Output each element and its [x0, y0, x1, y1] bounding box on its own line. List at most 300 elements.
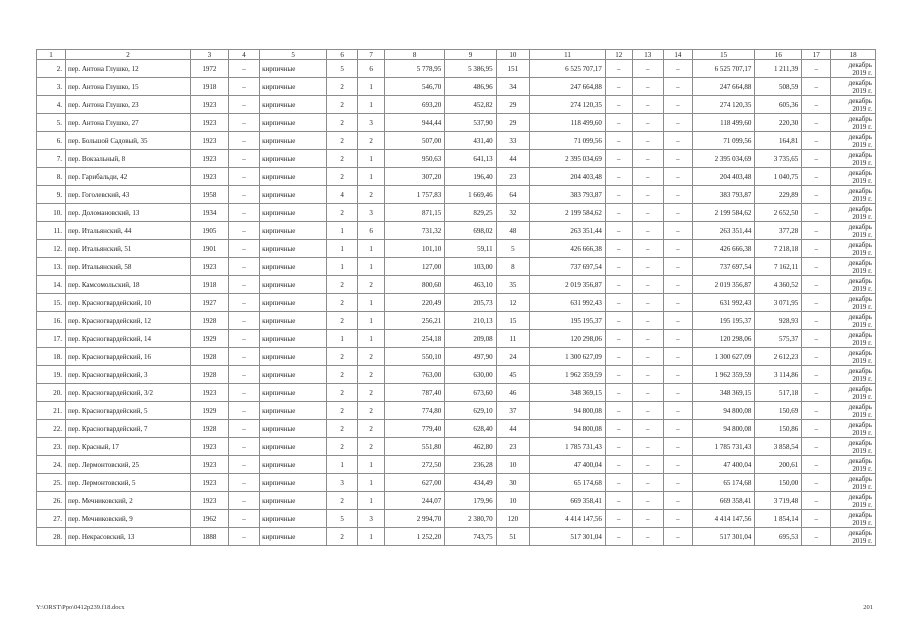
document-file-path: Y:\ORST\Ppo\0412p239.f18.docx	[36, 604, 125, 611]
table-cell: пер. Красногвардейский, 7	[66, 420, 191, 438]
table-row	[37, 384, 876, 402]
table-cell: пер. Мечниковский, 9	[66, 510, 191, 528]
table-cell: –	[632, 510, 663, 528]
table-cell: –	[228, 114, 259, 132]
table-cell: 59,11	[445, 240, 496, 258]
table-cell: 1	[358, 492, 385, 510]
table-cell: –	[605, 168, 632, 186]
table-cell: 127,00	[385, 258, 445, 276]
table-cell: –	[632, 330, 663, 348]
table-cell: –	[228, 402, 259, 420]
table-cell: –	[663, 78, 692, 96]
table-cell: 2 612,23	[755, 348, 802, 366]
table-cell: 1	[358, 168, 385, 186]
table-cell: –	[663, 402, 692, 420]
table-cell: 204 403,48	[692, 168, 754, 186]
table-row	[37, 258, 876, 276]
table-cell: 196,40	[445, 168, 496, 186]
table-cell: 46	[496, 384, 529, 402]
table-cell: –	[632, 366, 663, 384]
table-cell: 2	[358, 366, 385, 384]
column-number-cell: 4	[228, 50, 259, 60]
table-cell: 64	[496, 186, 529, 204]
table-cell: 1 040,75	[755, 168, 802, 186]
table-cell: 631 992,43	[692, 294, 754, 312]
table-cell: 1923	[190, 456, 228, 474]
table-cell: –	[228, 312, 259, 330]
table-cell: 24	[496, 348, 529, 366]
table-cell: 2	[327, 438, 358, 456]
table-cell: пер. Красногвардейский, 12	[66, 312, 191, 330]
table-cell: 1	[358, 240, 385, 258]
table-cell: декабрь 2019 г.	[831, 240, 876, 258]
table-cell: 944,44	[385, 114, 445, 132]
table-cell: 44	[496, 420, 529, 438]
table-cell: –	[632, 384, 663, 402]
table-cell: –	[228, 330, 259, 348]
table-row	[37, 510, 876, 528]
table-cell: кирпичные	[260, 96, 327, 114]
table-cell: –	[802, 186, 831, 204]
table-cell: –	[802, 456, 831, 474]
table-cell: 10.	[37, 204, 66, 222]
table-row	[37, 78, 876, 96]
table-cell: 272,50	[385, 456, 445, 474]
table-cell: 2	[327, 528, 358, 546]
table-cell: –	[663, 330, 692, 348]
table-cell: –	[605, 96, 632, 114]
table-cell: –	[802, 348, 831, 366]
table-cell: 1905	[190, 222, 228, 240]
table-cell: декабрь 2019 г.	[831, 186, 876, 204]
table-cell: декабрь 2019 г.	[831, 402, 876, 420]
table-cell: –	[663, 168, 692, 186]
table-cell: 383 793,87	[692, 186, 754, 204]
table-cell: декабрь 2019 г.	[831, 510, 876, 528]
table-cell: 431,40	[445, 132, 496, 150]
table-cell: 18.	[37, 348, 66, 366]
table-row	[37, 222, 876, 240]
table-cell: –	[802, 294, 831, 312]
table-row	[37, 474, 876, 492]
table-cell: 508,59	[755, 78, 802, 96]
table-row	[37, 60, 876, 78]
table-cell: 348 369,15	[530, 384, 606, 402]
table-cell: 348 369,15	[692, 384, 754, 402]
table-cell: 1 252,20	[385, 528, 445, 546]
table-cell: пер. Антона Глушко, 23	[66, 96, 191, 114]
table-cell: 3	[358, 114, 385, 132]
table-cell: 94 800,08	[692, 420, 754, 438]
table-cell: 1 669,46	[445, 186, 496, 204]
table-cell: –	[605, 492, 632, 510]
table-cell: 693,20	[385, 96, 445, 114]
table-cell: кирпичные	[260, 114, 327, 132]
table-cell: 118 499,60	[692, 114, 754, 132]
table-cell: 33	[496, 132, 529, 150]
table-cell: 3 114,86	[755, 366, 802, 384]
table-row	[37, 366, 876, 384]
table-cell: пер. Итальянский, 51	[66, 240, 191, 258]
table-cell: 628,40	[445, 420, 496, 438]
table-cell: –	[632, 204, 663, 222]
table-row	[37, 312, 876, 330]
table-cell: –	[802, 222, 831, 240]
table-cell: 307,20	[385, 168, 445, 186]
table-cell: 25.	[37, 474, 66, 492]
table-cell: 220,30	[755, 114, 802, 132]
table-cell: 2	[358, 420, 385, 438]
table-cell: 6	[358, 60, 385, 78]
table-cell: 695,53	[755, 528, 802, 546]
table-cell: 47 400,04	[692, 456, 754, 474]
table-cell: 150,00	[755, 474, 802, 492]
table-cell: 254,18	[385, 330, 445, 348]
table-cell: 6	[358, 222, 385, 240]
table-cell: –	[802, 492, 831, 510]
table-row	[37, 492, 876, 510]
table-cell: декабрь 2019 г.	[831, 366, 876, 384]
table-cell: пер. Вокзальный, 8	[66, 150, 191, 168]
table-cell: 22.	[37, 420, 66, 438]
table-cell: –	[605, 312, 632, 330]
table-cell: 928,93	[755, 312, 802, 330]
table-cell: декабрь 2019 г.	[831, 60, 876, 78]
table-cell: 5	[327, 510, 358, 528]
table-cell: пер. Лермонтовский, 25	[66, 456, 191, 474]
table-cell: –	[228, 528, 259, 546]
table-cell: –	[605, 186, 632, 204]
table-cell: кирпичные	[260, 402, 327, 420]
table-cell: –	[802, 312, 831, 330]
table-row	[37, 204, 876, 222]
table-cell: 517,18	[755, 384, 802, 402]
table-cell: –	[663, 348, 692, 366]
table-cell: 45	[496, 366, 529, 384]
table-cell: декабрь 2019 г.	[831, 276, 876, 294]
table-cell: 2	[358, 186, 385, 204]
table-cell: 244,07	[385, 492, 445, 510]
table-cell: 1972	[190, 60, 228, 78]
table-cell: 377,28	[755, 222, 802, 240]
table-cell: кирпичные	[260, 348, 327, 366]
table-cell: –	[632, 456, 663, 474]
table-cell: –	[605, 438, 632, 456]
table-cell: 1	[358, 474, 385, 492]
table-cell: –	[605, 528, 632, 546]
column-number-cell: 15	[692, 50, 754, 60]
table-cell: 94 800,08	[530, 402, 606, 420]
table-cell: кирпичные	[260, 456, 327, 474]
table-cell: 550,10	[385, 348, 445, 366]
table-cell: кирпичные	[260, 528, 327, 546]
table-cell: кирпичные	[260, 186, 327, 204]
table-cell: 2	[327, 78, 358, 96]
table-cell: 1928	[190, 366, 228, 384]
table-cell: 7.	[37, 150, 66, 168]
table-row	[37, 186, 876, 204]
table-cell: –	[605, 132, 632, 150]
table-cell: кирпичные	[260, 384, 327, 402]
table-cell: –	[632, 132, 663, 150]
table-cell: –	[605, 258, 632, 276]
table-cell: –	[663, 60, 692, 78]
table-cell: пер. Камсомольский, 18	[66, 276, 191, 294]
table-cell: –	[802, 474, 831, 492]
table-cell: 383 793,87	[530, 186, 606, 204]
table-cell: 575,37	[755, 330, 802, 348]
table-cell: 605,36	[755, 96, 802, 114]
table-cell: –	[632, 420, 663, 438]
table-cell: 1958	[190, 186, 228, 204]
table-cell: 1	[358, 96, 385, 114]
table-cell: 630,00	[445, 366, 496, 384]
table-cell: –	[228, 186, 259, 204]
table-cell: 65 174,68	[692, 474, 754, 492]
table-row	[37, 276, 876, 294]
table-cell: –	[228, 276, 259, 294]
table-cell: 486,96	[445, 78, 496, 96]
table-cell: –	[632, 276, 663, 294]
table-cell: –	[802, 60, 831, 78]
table-row	[37, 348, 876, 366]
table-cell: 1923	[190, 114, 228, 132]
table-cell: –	[605, 60, 632, 78]
page-number: 201	[863, 604, 873, 611]
table-cell: –	[802, 366, 831, 384]
table-cell: –	[605, 276, 632, 294]
table-cell: –	[802, 402, 831, 420]
table-cell: 1901	[190, 240, 228, 258]
table-cell: –	[605, 510, 632, 528]
table-cell: –	[663, 114, 692, 132]
table-cell: кирпичные	[260, 258, 327, 276]
table-cell: –	[663, 222, 692, 240]
column-number-cell: 12	[605, 50, 632, 60]
table-cell: 8	[496, 258, 529, 276]
column-number-cell: 3	[190, 50, 228, 60]
table-cell: декабрь 2019 г.	[831, 204, 876, 222]
table-cell: 7 162,11	[755, 258, 802, 276]
table-cell: –	[632, 150, 663, 168]
table-row	[37, 420, 876, 438]
table-cell: –	[802, 330, 831, 348]
table-cell: 4	[327, 186, 358, 204]
table-cell: –	[632, 78, 663, 96]
table-cell: кирпичные	[260, 150, 327, 168]
table-cell: декабрь 2019 г.	[831, 168, 876, 186]
table-cell: декабрь 2019 г.	[831, 474, 876, 492]
table-cell: 150,69	[755, 402, 802, 420]
table-cell: –	[663, 186, 692, 204]
table-cell: –	[663, 96, 692, 114]
table-cell: декабрь 2019 г.	[831, 96, 876, 114]
table-cell: 65 174,68	[530, 474, 606, 492]
table-cell: пер. Мечниковский, 2	[66, 492, 191, 510]
table-cell: –	[228, 492, 259, 510]
table-cell: 3 735,65	[755, 150, 802, 168]
table-cell: 1923	[190, 150, 228, 168]
table-cell: 35	[496, 276, 529, 294]
table-cell: 1	[358, 330, 385, 348]
table-cell: 164,81	[755, 132, 802, 150]
table-cell: –	[605, 420, 632, 438]
table-cell: 17.	[37, 330, 66, 348]
column-number-cell: 7	[358, 50, 385, 60]
table-cell: 3 858,54	[755, 438, 802, 456]
table-cell: пер. Большой Садовый, 35	[66, 132, 191, 150]
table-cell: 2	[327, 204, 358, 222]
table-cell: 2	[327, 276, 358, 294]
table-cell: 1918	[190, 276, 228, 294]
table-cell: –	[802, 420, 831, 438]
table-cell: 30	[496, 474, 529, 492]
table-cell: пер. Антона Глушко, 12	[66, 60, 191, 78]
table-cell: –	[632, 168, 663, 186]
table-cell: пер. Антона Глушко, 15	[66, 78, 191, 96]
column-number-cell: 8	[385, 50, 445, 60]
table-cell: 1	[358, 456, 385, 474]
table-cell: 629,10	[445, 402, 496, 420]
table-row	[37, 438, 876, 456]
table-cell: –	[632, 258, 663, 276]
table-cell: 507,00	[385, 132, 445, 150]
table-cell: –	[802, 240, 831, 258]
table-cell: –	[632, 312, 663, 330]
table-cell: 2.	[37, 60, 66, 78]
table-cell: –	[632, 294, 663, 312]
table-cell: 2	[327, 96, 358, 114]
table-cell: 698,02	[445, 222, 496, 240]
table-cell: 151	[496, 60, 529, 78]
table-cell: 23	[496, 438, 529, 456]
table-cell: 517 301,04	[530, 528, 606, 546]
table-cell: –	[228, 294, 259, 312]
column-number-cell: 11	[530, 50, 606, 60]
column-number-cell: 10	[496, 50, 529, 60]
table-cell: кирпичные	[260, 276, 327, 294]
table-cell: 2	[358, 132, 385, 150]
table-cell: пер. Красный, 17	[66, 438, 191, 456]
table-cell: 14.	[37, 276, 66, 294]
table-cell: 497,90	[445, 348, 496, 366]
table-cell: 236,28	[445, 456, 496, 474]
table-cell: 48	[496, 222, 529, 240]
table-cell: 1 854,14	[755, 510, 802, 528]
table-cell: 247 664,88	[692, 78, 754, 96]
table-cell: 94 800,08	[530, 420, 606, 438]
table-cell: декабрь 2019 г.	[831, 492, 876, 510]
table-cell: –	[663, 132, 692, 150]
table-cell: кирпичные	[260, 132, 327, 150]
table-cell: 71 099,56	[530, 132, 606, 150]
table-cell: 2 395 034,69	[530, 150, 606, 168]
table-cell: 11.	[37, 222, 66, 240]
table-cell: 779,40	[385, 420, 445, 438]
table-cell: 2	[327, 492, 358, 510]
table-cell: 44	[496, 150, 529, 168]
table-cell: –	[605, 474, 632, 492]
table-cell: –	[632, 186, 663, 204]
table-cell: 1923	[190, 384, 228, 402]
table-cell: декабрь 2019 г.	[831, 150, 876, 168]
table-cell: 2 019 356,87	[692, 276, 754, 294]
table-cell: декабрь 2019 г.	[831, 528, 876, 546]
table-cell: 774,80	[385, 402, 445, 420]
table-cell: –	[802, 438, 831, 456]
column-number-header-row	[37, 50, 876, 60]
table-cell: –	[228, 60, 259, 78]
table-cell: 452,82	[445, 96, 496, 114]
table-cell: 463,10	[445, 276, 496, 294]
table-cell: –	[663, 366, 692, 384]
table-cell: –	[663, 276, 692, 294]
table-cell: –	[663, 492, 692, 510]
table-cell: 1928	[190, 348, 228, 366]
table-cell: –	[802, 204, 831, 222]
table-cell: –	[632, 348, 663, 366]
table-cell: кирпичные	[260, 312, 327, 330]
table-cell: –	[228, 150, 259, 168]
table-cell: 2	[358, 438, 385, 456]
table-cell: –	[228, 132, 259, 150]
table-cell: 631 992,43	[530, 294, 606, 312]
table-cell: 517 301,04	[692, 528, 754, 546]
column-number-cell: 13	[632, 50, 663, 60]
table-cell: 6.	[37, 132, 66, 150]
table-cell: –	[663, 294, 692, 312]
table-cell: 737 697,54	[692, 258, 754, 276]
table-cell: кирпичные	[260, 168, 327, 186]
table-cell: –	[802, 168, 831, 186]
table-cell: кирпичные	[260, 492, 327, 510]
table-cell: 1	[327, 240, 358, 258]
table-cell: –	[802, 510, 831, 528]
table-cell: 94 800,08	[692, 402, 754, 420]
table-cell: –	[802, 384, 831, 402]
table-cell: 1923	[190, 492, 228, 510]
table-cell: 120 298,06	[692, 330, 754, 348]
table-cell: 1 211,39	[755, 60, 802, 78]
table-cell: 1928	[190, 312, 228, 330]
table-cell: 6 525 707,17	[692, 60, 754, 78]
table-cell: пер. Антона Глушко, 27	[66, 114, 191, 132]
table-cell: –	[632, 96, 663, 114]
table-cell: 210,13	[445, 312, 496, 330]
table-cell: декабрь 2019 г.	[831, 222, 876, 240]
table-cell: 787,40	[385, 384, 445, 402]
table-cell: 12	[496, 294, 529, 312]
table-cell: 2 199 584,62	[530, 204, 606, 222]
table-cell: 23.	[37, 438, 66, 456]
table-cell: 37	[496, 402, 529, 420]
table-cell: 34	[496, 78, 529, 96]
table-row	[37, 528, 876, 546]
table-cell: 2	[327, 366, 358, 384]
table-cell: 263 351,44	[530, 222, 606, 240]
table-cell: пер. Красногвардейский, 3/2	[66, 384, 191, 402]
table-cell: –	[228, 204, 259, 222]
table-cell: 2	[327, 294, 358, 312]
table-cell: 13.	[37, 258, 66, 276]
table-cell: 1 785 731,43	[692, 438, 754, 456]
table-cell: –	[605, 402, 632, 420]
table-cell: –	[663, 438, 692, 456]
table-cell: кирпичные	[260, 510, 327, 528]
column-number-cell: 9	[445, 50, 496, 60]
table-row	[37, 114, 876, 132]
table-cell: –	[663, 204, 692, 222]
